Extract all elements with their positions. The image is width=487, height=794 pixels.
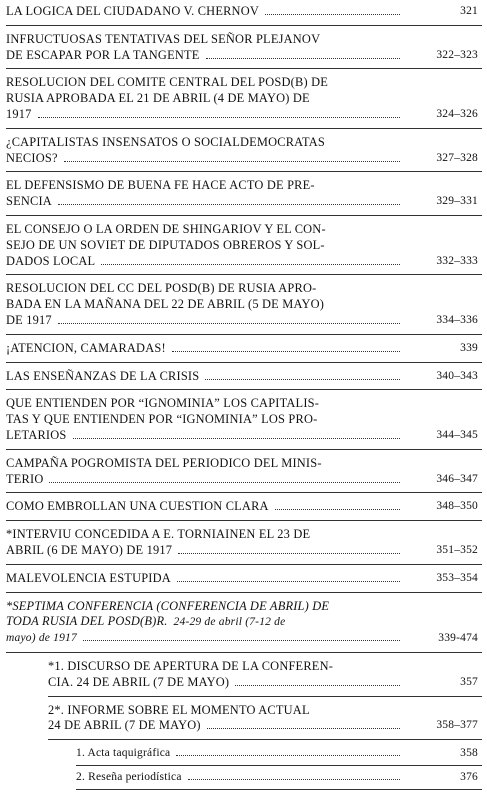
toc-title-last-line: CIA. 24 DE ABRIL (7 DE MAYO) xyxy=(48,674,230,689)
toc-subsub-entry[interactable] xyxy=(76,746,482,762)
toc-entry[interactable] xyxy=(6,341,482,357)
toc-entry-title xyxy=(6,599,404,647)
toc-leader-line xyxy=(6,499,404,515)
separator-line xyxy=(6,592,482,593)
toc-entry[interactable] xyxy=(6,571,482,587)
toc-title-line: *1. DISCURSO DE APERTURA DE LA CONFEREN- xyxy=(48,658,334,673)
separator-line xyxy=(6,274,482,275)
page-number: 324–326 xyxy=(436,107,478,120)
page-number: 346–347 xyxy=(436,472,478,485)
dot-leader xyxy=(235,685,400,686)
toc-entry-title xyxy=(6,341,404,357)
toc-title-last-line: TERIO xyxy=(6,471,44,486)
dot-leader xyxy=(205,379,400,380)
toc-title-last-line: DE ESCAPAR POR LA TANGENTE xyxy=(6,47,200,62)
toc-title-last-line: SENCIA xyxy=(6,194,52,209)
page-number: 344–345 xyxy=(436,428,478,441)
page-number: 339 xyxy=(460,341,478,354)
page-number: 340–343 xyxy=(436,369,478,382)
dot-leader xyxy=(38,117,400,118)
toc-entry[interactable] xyxy=(6,178,482,210)
toc-title-segment: TODA RUSIA DEL POSD(B)R. xyxy=(6,614,168,629)
toc-entry[interactable] xyxy=(6,369,482,385)
toc-title-line: TAS Y QUE ENTIENDEN POR “IGNOMINIA” LOS PRO- xyxy=(6,412,318,427)
toc-title-line: RESOLUCION DEL COMITE CENTRAL DEL POSD(B) DE xyxy=(6,75,328,90)
page-number: 334–336 xyxy=(436,313,478,326)
toc-entry-title xyxy=(6,75,404,122)
toc-leader-line xyxy=(6,4,404,20)
toc-entry-title xyxy=(6,135,404,167)
table-of-contents xyxy=(6,4,482,794)
toc-leader-line xyxy=(6,472,404,488)
toc-title-last-line: LA LOGICA DEL CIUDADANO V. CHERNOV xyxy=(6,4,260,18)
toc-title-line: 2*. INFORME SOBRE EL MOMENTO ACTUAL xyxy=(48,702,310,717)
separator-line xyxy=(76,789,482,790)
dot-leader xyxy=(73,438,401,439)
toc-sub-entry[interactable] xyxy=(48,659,482,691)
separator-line xyxy=(6,652,482,653)
toc-entry-title xyxy=(6,4,404,20)
page-number: 353–354 xyxy=(436,571,478,584)
page-number: 322–323 xyxy=(436,48,478,61)
toc-sub-entry[interactable] xyxy=(48,703,482,735)
toc-title-last-line: 1917 xyxy=(6,106,32,121)
toc-entry-title xyxy=(6,222,404,269)
toc-title-last-line: DE 1917 xyxy=(6,312,52,327)
dot-leader xyxy=(58,323,400,324)
dot-leader xyxy=(176,755,400,756)
toc-title-line: CAMPAÑA POGROMISTA DEL PERIODICO DEL MINIS- xyxy=(6,455,322,470)
separator-line xyxy=(76,765,482,766)
separator-line xyxy=(6,334,482,335)
toc-title-last-line: DADOS LOCAL xyxy=(6,253,96,268)
toc-title-line xyxy=(6,614,404,631)
toc-entry-title xyxy=(48,703,404,735)
separator-line xyxy=(48,696,482,697)
toc-entry[interactable] xyxy=(6,32,482,64)
toc-entry-conference[interactable] xyxy=(6,599,482,647)
toc-title-line: EL CONSEJO O LA ORDEN DE SHINGARIOV Y EL CON- xyxy=(6,221,326,236)
toc-entry[interactable] xyxy=(6,281,482,328)
separator-line xyxy=(6,520,482,521)
toc-entry[interactable] xyxy=(6,499,482,515)
toc-leader-line xyxy=(6,341,404,357)
toc-title-last-line: ABRIL (6 DE MAYO) DE 1917 xyxy=(6,542,173,557)
toc-leader-line xyxy=(6,254,404,270)
separator-line xyxy=(6,362,482,363)
toc-title-line: RUSIA APROBADA EL 21 DE ABRIL (4 DE MAYO) DE xyxy=(6,91,310,106)
toc-leader-line xyxy=(6,194,404,210)
separator-line xyxy=(6,128,482,129)
toc-entry-title xyxy=(6,32,404,64)
page-number: 358 xyxy=(460,747,478,760)
toc-title-dates: 24-29 de abril (7-12 de xyxy=(173,616,286,629)
toc-entry[interactable] xyxy=(6,75,482,122)
toc-leader-line xyxy=(6,543,404,559)
toc-entry-title xyxy=(6,499,404,515)
toc-subsub-entry[interactable] xyxy=(76,770,482,786)
page-number: 351–352 xyxy=(436,543,478,556)
toc-entry-title xyxy=(76,746,404,762)
toc-leader-line xyxy=(6,428,404,444)
toc-title-line: BADA EN LA MAÑANA DEL 22 DE ABRIL (5 DE MAYO) xyxy=(6,297,325,312)
dot-leader xyxy=(275,509,400,510)
toc-entry-title xyxy=(6,281,404,328)
toc-title-line: RESOLUCION DEL CC DEL POSD(B) DE RUSIA APRO- xyxy=(6,281,317,296)
dot-leader xyxy=(265,14,400,15)
page-number: 357 xyxy=(460,675,478,688)
toc-title-line: *INTERVIU CONCEDIDA A E. TORNIAINEN EL 23 DE xyxy=(6,527,311,542)
dot-leader xyxy=(177,581,400,582)
toc-leader-line xyxy=(6,369,404,385)
separator-line xyxy=(6,449,482,450)
toc-title-last-line: NECIOS? xyxy=(6,150,58,165)
page-number: 329–331 xyxy=(436,195,478,208)
toc-entry[interactable] xyxy=(6,135,482,167)
toc-leader-line xyxy=(48,675,404,691)
toc-leader-line xyxy=(76,746,404,762)
toc-title-line: SEJO DE UN SOVIET DE DIPUTADOS OBREROS Y SOL- xyxy=(6,237,325,252)
separator-line xyxy=(6,215,482,216)
toc-title-last-line: LETARIOS xyxy=(6,427,67,442)
separator-line xyxy=(6,171,482,172)
page-number: 348–350 xyxy=(436,500,478,513)
toc-title-line: QUE ENTIENDEN POR “IGNOMINIA” LOS CAPITALIS- xyxy=(6,396,320,411)
toc-title-last-line: 24 DE ABRIL (7 DE MAYO) xyxy=(48,718,201,733)
toc-title-last-line: COMO EMBROLLAN UNA CUESTION CLARA xyxy=(6,499,269,514)
page-number: 332–333 xyxy=(436,254,478,267)
dot-leader xyxy=(49,482,400,483)
page-number: 376 xyxy=(460,770,478,783)
toc-leader-line xyxy=(6,571,404,587)
page-number: 358–377 xyxy=(436,719,478,732)
separator-line xyxy=(6,492,482,493)
toc-entry[interactable] xyxy=(6,527,482,559)
toc-title-last-line: LAS ENSEÑANZAS DE LA CRISIS xyxy=(6,368,200,383)
page-number: 321 xyxy=(460,5,478,17)
toc-title-last-line: 2. Reseña periodística xyxy=(76,770,182,783)
toc-leader-line xyxy=(48,718,404,734)
toc-entry-title xyxy=(6,396,404,443)
toc-entry[interactable] xyxy=(6,396,482,443)
toc-entry-title xyxy=(48,659,404,691)
toc-leader-line xyxy=(6,313,404,329)
toc-title-last-line: 1. Acta taquigráfica xyxy=(76,747,171,760)
dot-leader xyxy=(83,640,400,641)
dot-leader xyxy=(101,264,400,265)
toc-leader-line xyxy=(76,770,404,786)
toc-entry-title xyxy=(6,456,404,488)
toc-leader-line xyxy=(6,151,404,167)
toc-leader-line xyxy=(6,631,404,647)
toc-entry-title xyxy=(6,369,404,385)
toc-title-line: ¿CAPITALISTAS INSENSATOS O SOCIALDEMOCRATAS xyxy=(6,134,325,149)
toc-title-line: *SEPTIMA CONFERENCIA (CONFERENCIA DE ABRIL) DE xyxy=(6,598,330,613)
dot-leader xyxy=(188,779,400,780)
dot-leader xyxy=(206,58,400,59)
toc-entry-title xyxy=(6,527,404,559)
dot-leader xyxy=(64,161,400,162)
page-number: 339-474 xyxy=(438,632,478,645)
toc-entry[interactable] xyxy=(6,222,482,269)
separator-line xyxy=(48,739,482,740)
toc-title-last-line: MALEVOLENCIA ESTUPIDA xyxy=(6,570,171,585)
page-number: 327–328 xyxy=(436,151,478,164)
toc-leader-line xyxy=(6,48,404,64)
toc-entry-title xyxy=(6,178,404,210)
dot-leader xyxy=(172,351,400,352)
separator-line xyxy=(6,564,482,565)
dot-leader xyxy=(207,728,400,729)
separator-line xyxy=(6,68,482,69)
dot-leader xyxy=(178,553,400,554)
toc-title-last-line: mayo) de 1917 xyxy=(6,632,77,645)
separator-line xyxy=(6,25,482,26)
dot-leader xyxy=(58,204,400,205)
toc-title-last-line: ¡ATENCION, CAMARADAS! xyxy=(6,340,166,355)
toc-entry-title xyxy=(76,770,404,786)
toc-title-line: INFRUCTUOSAS TENTATIVAS DEL SEÑOR PLEJANOV xyxy=(6,31,321,46)
toc-entry[interactable] xyxy=(6,4,482,20)
separator-line xyxy=(6,389,482,390)
toc-entry[interactable] xyxy=(6,456,482,488)
toc-title-line: EL DEFENSISMO DE BUENA FE HACE ACTO DE PRE- xyxy=(6,178,315,193)
toc-entry-title xyxy=(6,571,404,587)
toc-leader-line xyxy=(6,107,404,123)
